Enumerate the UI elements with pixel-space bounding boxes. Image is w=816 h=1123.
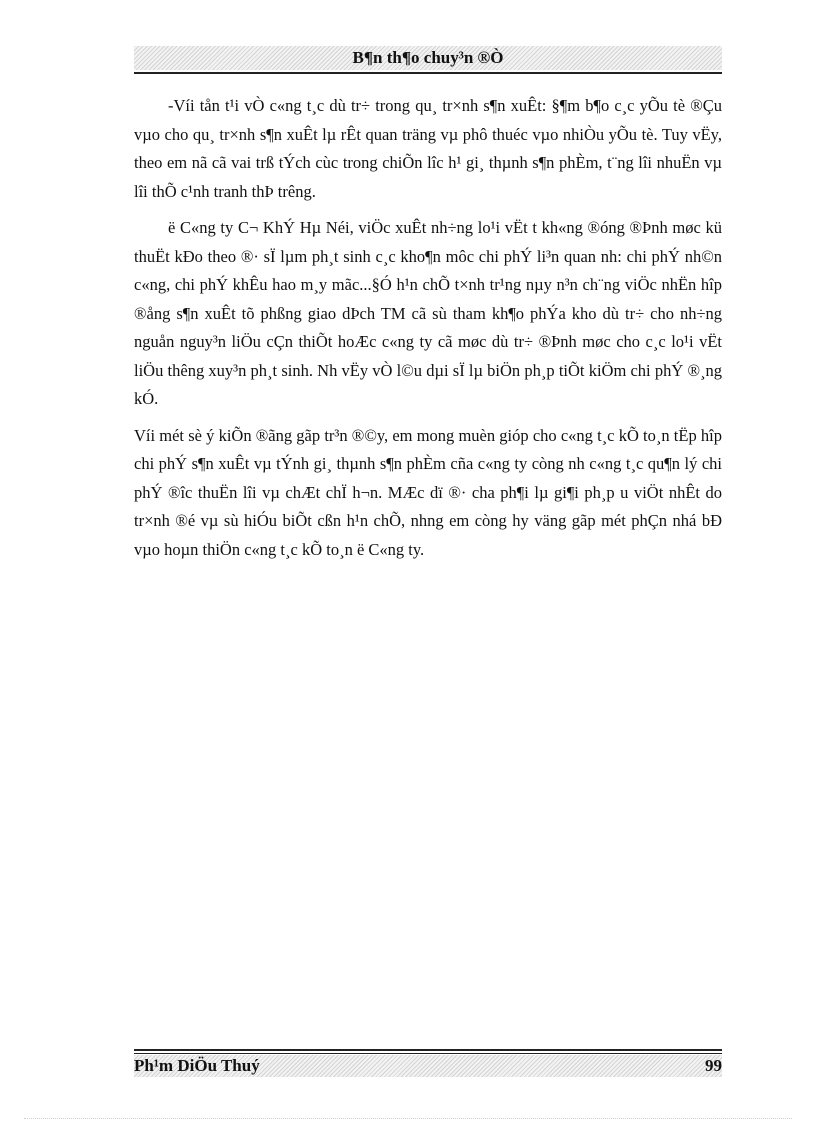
body-text xyxy=(134,92,722,572)
running-footer xyxy=(134,1055,722,1077)
paragraph-conclusion: Víi mét sè ý kiÕn ®ãng gãp tr³n ®©y, em mong muèn gióp cho c«ng t¸c kÕ to¸n tËp hîp chi phÝ s¶n xuÊt vµ tÝnh gi¸ thµnh s¶n phÈm cña c«ng ty còng nh c«ng t¸c qu¶n lý chi phÝ ®îc thuËn lîi vµ chÆt chÏ h¬n. MÆc dï ®· cha ph¶i lµ gi¶i ph¸p u viÖt nhÊt do tr×nh ®é vµ sù hiÓu biÕt cßn h¹n chÕ, nhng em còng hy väng gãp mét phÇn nhá bÐ vµo hoµn thiÖn c«ng t¸c kÕ to¸n ë C«ng ty. xyxy=(134,425,722,559)
footer-rule-thick xyxy=(134,1049,722,1051)
paragraph-inventory: -Víi tån t¹i vÒ c«ng t¸c dù tr÷ trong qu¸ tr×nh s¶n xuÊt: §¶m b¶o c¸c yÕu tè ®Çu vµo cho qu¸ tr×nh s¶n xuÊt lµ rÊt quan träng vµ phô thuéc vµo nhiÒu yÕu tè. Tuy vËy, theo em nã cã vai trß tÝch cùc trong chiÕn lîc h¹ gi¸ thµnh s¶n phÈm, t¨ng lîi nhuËn vµ lîi thÕ c¹nh tranh thÞ trêng. xyxy=(134,96,722,201)
header-rule xyxy=(134,72,722,74)
footer-author: Ph¹m DiÖu Thuý xyxy=(134,1056,260,1075)
header-title: B¶n th¶o chuy³n ®Ò xyxy=(352,48,504,67)
footer-rule-thin xyxy=(134,1053,722,1054)
page-bottom-edge xyxy=(24,1118,792,1119)
page-number: 99 xyxy=(705,1056,722,1075)
paragraph-company-materials: ë C«ng ty C¬ KhÝ Hµ Néi, viÖc xuÊt nh÷ng lo¹i vËt t kh«ng ®óng ®Þnh møc kü thuËt kÐo theo ®· sÏ lµm ph¸t sinh c¸c kho¶n môc chi phÝ li³n quan nh: chi phÝ nh©n c«ng, chi phÝ khÊu hao m¸y mãc...§Ó h¹n chÕ t×nh tr¹ng nµy n³n ch¨ng viÖc nhËn hîp ®ång s¶n xuÊt tõ phßng giao dÞch TM cã sù tham kh¶o phÝa kho dù tr÷ cho nh÷ng nguån nguy³n liÖu cÇn thiÕt hoÆc c«ng ty cã møc dù tr÷ ®Þnh møc cho c¸c lo¹i vËt liÖu thêng xuy³n ph¸t sinh. Nh vËy vÒ l©u dµi sÏ lµ biÖn ph¸p tiÕt kiÖm chi phÝ ®¸ng kÓ. xyxy=(134,218,722,408)
running-header xyxy=(134,46,722,70)
